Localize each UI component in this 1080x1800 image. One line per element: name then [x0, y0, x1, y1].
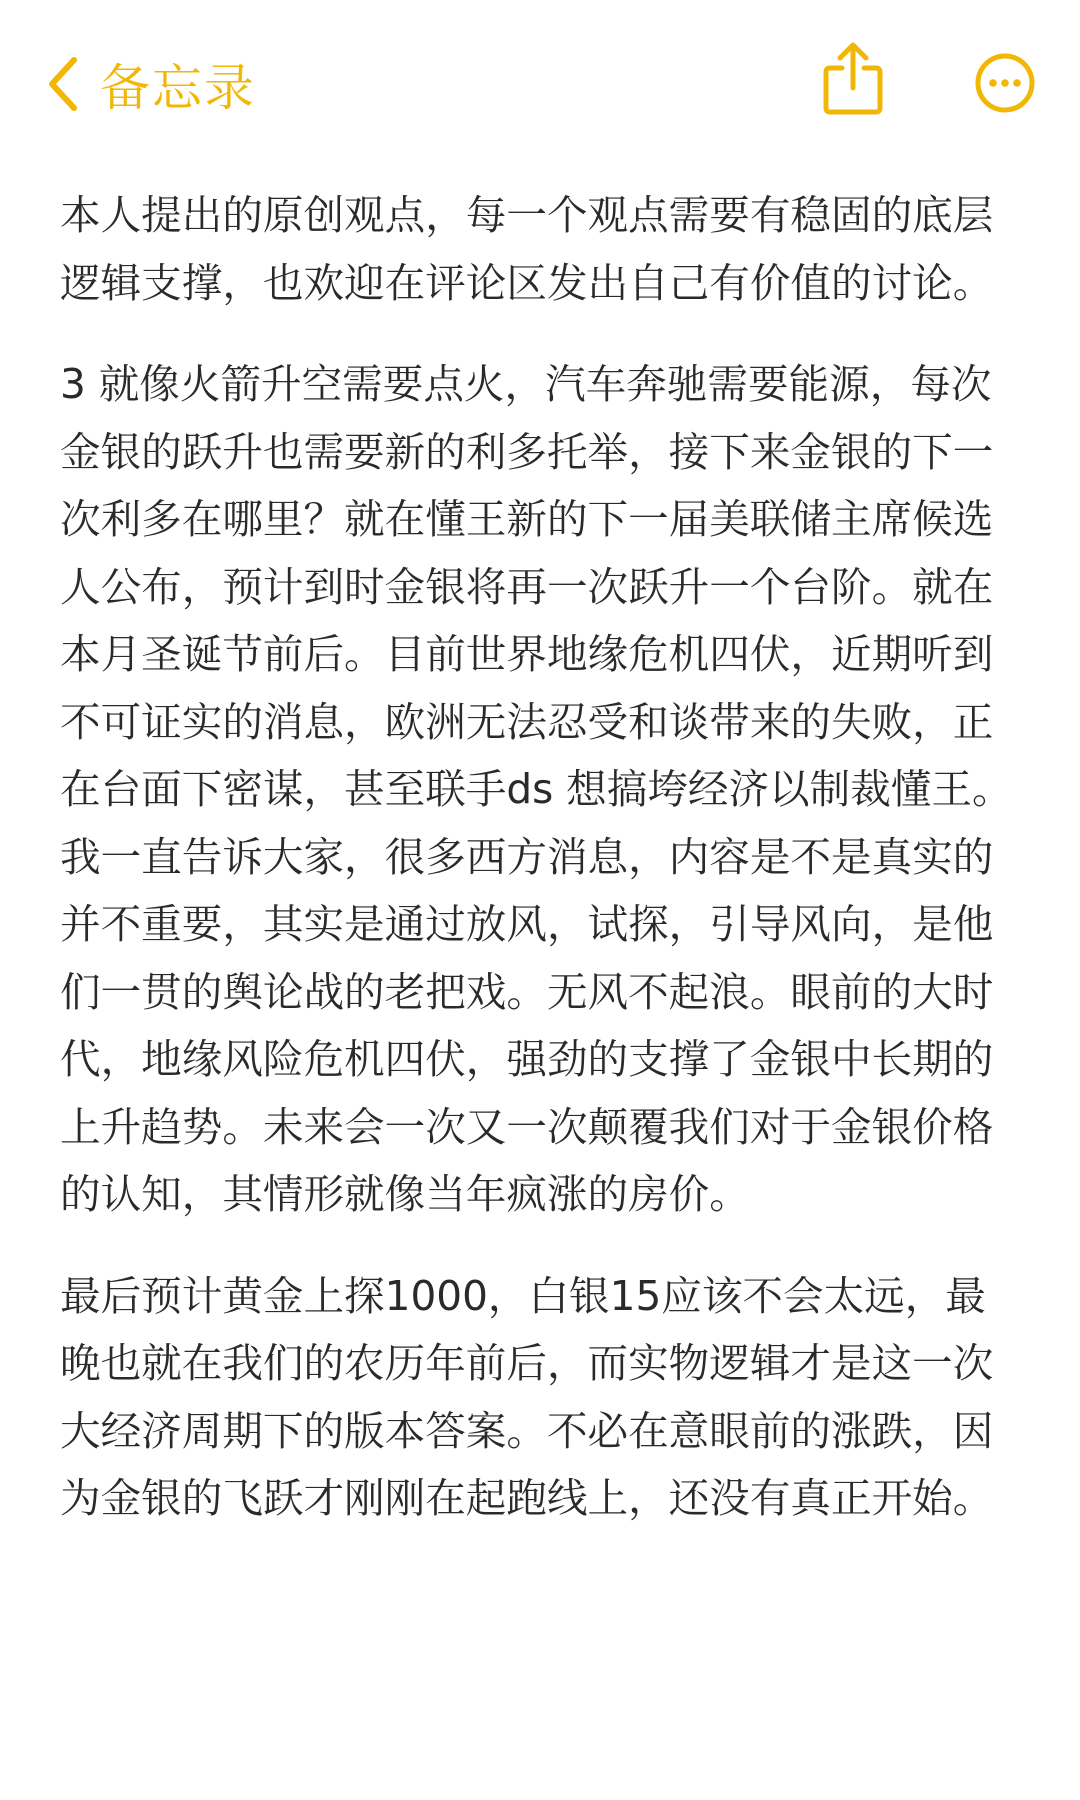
note-body[interactable] [60, 182, 1020, 1567]
back-button[interactable] [44, 48, 256, 120]
share-icon [820, 40, 886, 116]
more-ellipsis-icon [974, 52, 1036, 114]
chevron-left-icon [44, 54, 80, 114]
note-paragraph-main: 3 就像火箭升空需要点火，汽车奔驰需要能源，每次金银的跃升也需要新的利多托举，接下来金银的下一次利多在哪里？就在懂王新的下一届美联储主席候选人公布，预计到时金银将再一次跃升一个台阶。就在本月圣诞节前后。目前世界地缘危机四伏，近期听到不可证实的消息，欧洲无法忍受和谈带来的失败，正在台面下密谋，甚至联手ds 想搞垮经济以制裁懂王。我一直告诉大家，很多西方消息，内容是不是真实的并不重要，其实是通过放风，试探，引导风向，是他们一贯的舆论战的老把戏。无风不起浪。眼前的大时代，地缘风险危机四伏，强劲的支撑了金银中长期的上升趋势。未来会一次又一次颠覆我们对于金银价格的认知，其情形就像当年疯涨的房价。 [60, 360, 1013, 1218]
more-button[interactable] [974, 52, 1036, 114]
back-label: 备忘录 [100, 59, 256, 117]
navigation-bar [0, 0, 1080, 170]
note-paragraph-intro: 本人提出的原创观点，每一个观点需要有稳固的底层逻辑支撑，也欢迎在评论区发出自己有价值的讨论。 [60, 191, 994, 307]
share-button[interactable] [820, 40, 886, 116]
note-paragraph-conclusion: 最后预计黄金上探1000，白银15应该不会太远，最晚也就在我们的农历年前后，而实物逻辑才是这一次大经济周期下的版本答案。不必在意眼前的涨跌，因为金银的飞跃才刚刚在起跑线上，还没有真正开始。 [60, 1271, 994, 1522]
